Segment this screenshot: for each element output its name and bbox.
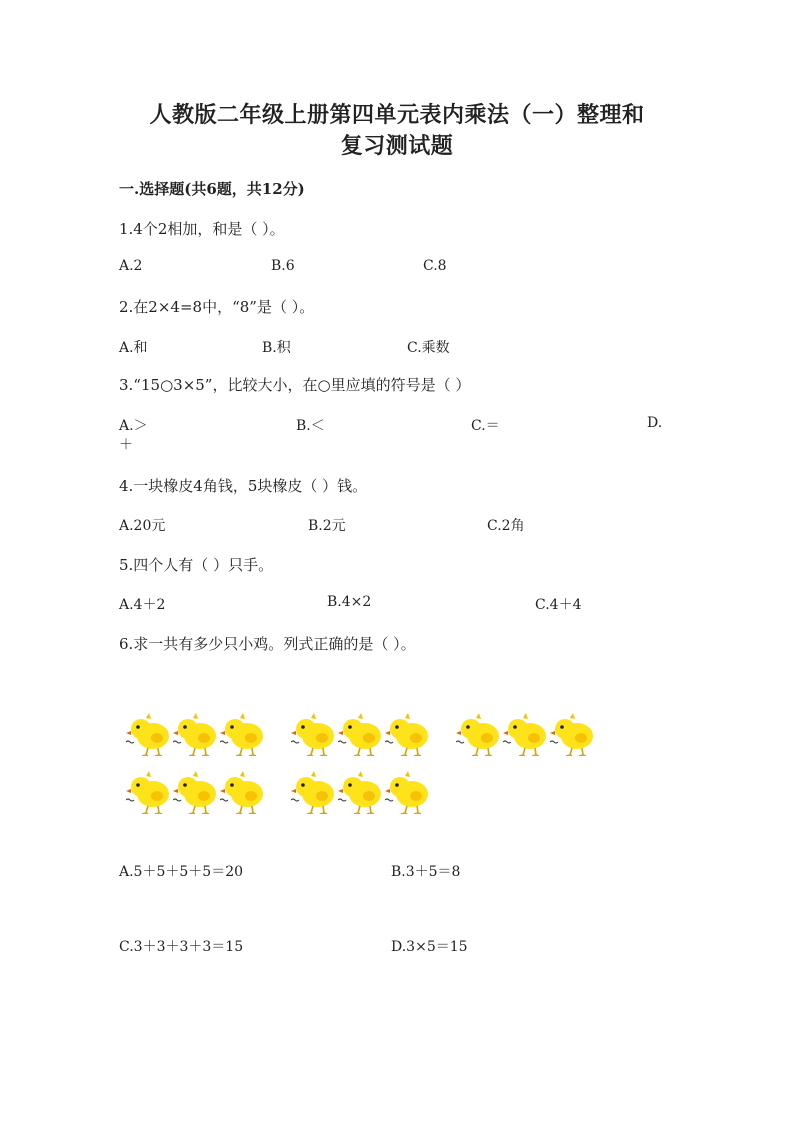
chick-icon — [220, 768, 266, 814]
question-5-option-c[interactable]: C.4＋4 — [535, 597, 582, 613]
question-2-option-c[interactable]: C.乘数 — [407, 340, 450, 356]
question-5-stem: 5.四个人有（ ）只手。 — [119, 556, 274, 574]
question-3-option-b[interactable]: B.＜ — [296, 418, 325, 434]
chick-icon — [550, 710, 596, 756]
chick-icon — [291, 710, 337, 756]
chick-icon — [126, 710, 172, 756]
question-3-stem: 3.“15○3×5”，比较大小，在○里应填的符号是（ ） — [119, 376, 471, 394]
question-6-option-b[interactable]: B.3＋5＝8 — [391, 864, 461, 880]
question-5-option-b[interactable]: B.4×2 — [327, 594, 372, 610]
question-4-option-b[interactable]: B.2元 — [308, 518, 346, 534]
question-2-option-b[interactable]: B.积 — [262, 340, 291, 356]
question-1-stem: 1.4个2相加，和是（ ）。 — [119, 220, 285, 238]
question-2-stem: 2.在2×4=8中，“8”是（ ）。 — [119, 298, 315, 316]
document-title: 人教版二年级上册第四单元表内乘法（一）整理和 — [149, 102, 645, 128]
chick-icon — [338, 768, 384, 814]
question-1-option-a[interactable]: A.2 — [119, 258, 143, 274]
question-3-option-d-value: ＋ — [119, 437, 133, 453]
question-1-option-c[interactable]: C.8 — [423, 258, 447, 274]
chick-icon — [338, 710, 384, 756]
question-3-option-c[interactable]: C.＝ — [471, 418, 500, 434]
question-6-option-c[interactable]: C.3＋3＋3＋3＝15 — [119, 939, 244, 955]
question-4-option-c[interactable]: C.2角 — [487, 518, 525, 534]
question-3-option-a[interactable]: A.＞ — [119, 418, 148, 434]
chick-icon — [220, 710, 266, 756]
question-5-option-a[interactable]: A.4＋2 — [119, 597, 166, 613]
question-4-stem: 4.一块橡皮4角钱，5块橡皮（ ）钱。 — [119, 477, 368, 495]
question-6-option-d[interactable]: D.3×5＝15 — [391, 939, 468, 955]
question-2-option-a[interactable]: A.和 — [119, 340, 148, 356]
question-4-option-a[interactable]: A.20元 — [119, 518, 166, 534]
question-3-option-d[interactable]: D. — [647, 415, 663, 431]
chick-icon — [456, 710, 502, 756]
chick-icon — [173, 768, 219, 814]
chick-icon — [385, 768, 431, 814]
document-title-line2: 复习测试题 — [340, 133, 454, 159]
chick-icon — [173, 710, 219, 756]
question-6-stem: 6.求一共有多少只小鸡。列式正确的是（ ）。 — [119, 635, 416, 653]
section-heading: 一.选择题(共6题，共12分) — [119, 180, 305, 198]
question-6-option-a[interactable]: A.5＋5＋5＋5＝20 — [119, 864, 244, 880]
chick-icon — [126, 768, 172, 814]
chick-icon — [291, 768, 337, 814]
question-1-option-b[interactable]: B.6 — [271, 258, 295, 274]
chick-icon — [385, 710, 431, 756]
chick-icon — [503, 710, 549, 756]
